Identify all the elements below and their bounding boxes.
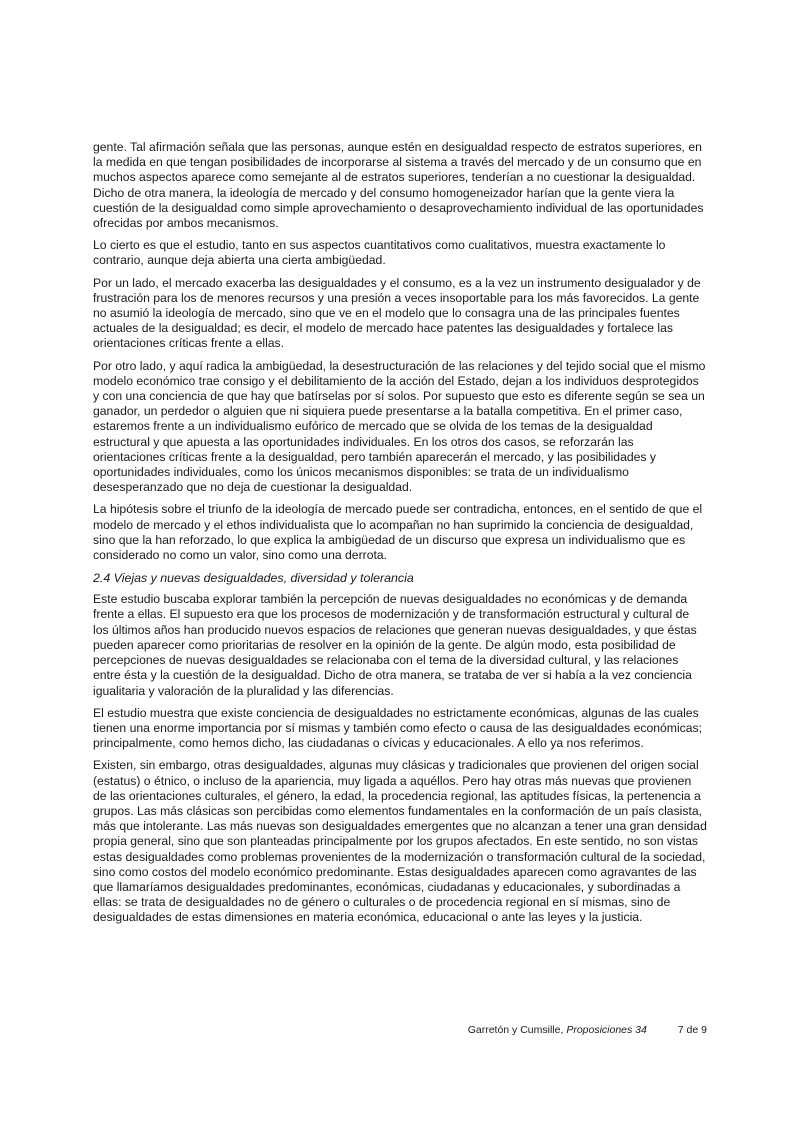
footer-journal: Proposiciones 34 [566, 1024, 647, 1036]
paragraph: Por otro lado, y aquí radica la ambigüedad, la desestructuración de las relaciones y del tejido social que el mismo modelo económico trae consigo y el debilitamiento de la acción del Estado, dejan a los individuos desprotegidos y con una conciencia de que hay que batírselas por sí solos. Por supuesto que esto es diferente según se sea un ganador, un perdedor o alguien que ni siquiera puede presentarse a la batalla competitiva. En el primer caso, estaremos frente a un individualismo eufórico de mercado que se olvida de los temas de la desigualdad estructural y que apuesta a las oportunidades individuales. En los otros dos casos, se reforzarán las orientaciones críticas frente a la desigualdad, pero también aparecerán el mercado, y las posibilidades y oportunidades individuales, como los únicos mecanismos disponibles: se trata de un individualismo desesperanzado que no deja de cuestionar la desigualdad. [93, 358, 706, 495]
paragraph: Existen, sin embargo, otras desigualdades, algunas muy clásicas y tradicionales que provienen del origen social (estatus) o étnico, o incluso de la apariencia, muy ligada a aquéllos. Pero hay otras más nuevas que provienen de las orientaciones culturales, el género, la edad, la procedencia regional, las aptitudes físicas, la pertenencia a grupos. Las más clásicas son percibidas como elementos fundamentales en la conformación de un país clasista, más que intolerante. Las más nuevas son desigualdades emergentes que no alcanzan a tener una gran densidad propia general, sino que son planteadas principalmente por los grupos afectados. En este sentido, no son vistas estas desigualdades como problemas provenientes de la modernización o transformación cultural de la sociedad, sino como costos del modelo económico predominante. Estas desigualdades aparecen como agravantes de las que llamaríamos desigualdades predominantes, económicas, ciudadanas y educacionales, y subordinadas a ellas: se trata de desigualdades no de género o culturales o de procedencia regional en sí mismas, sino de desigualdades de estas dimensiones en materia económica, educacional o ante las leyes y la justicia. [93, 758, 707, 925]
page-footer [468, 1024, 707, 1036]
paragraph: gente. Tal afirmación señala que las personas, aunque estén en desigualdad respecto de estratos superiores, en la medida en que tengan posibilidades de incorporarse al sistema a través del mercado y de un consumo que en muchos aspectos aparece como semejante al de estratos superiores, tenderían a no cuestionar la desigualdad. Dicho de otra manera, la ideología de mercado y del consumo homogeneizador harían que la gente viera la cuestión de la desigualdad como simple aprovechamiento o desaprovechamiento individual de las oportunidades ofrecidas por ambos mecanismos. [93, 140, 704, 231]
paragraph: Por un lado, el mercado exacerba las desigualdades y el consumo, es a la vez un instrumento desigualador y de frustración para los de menores recursos y una presión a veces insoportable para los más favorecidos. La gente no asumió la ideología de mercado, sino que ve en el modelo que lo consagra una de las principales fuentes actuales de la desigualdad; es decir, el modelo de mercado hace patentes las desigualdades y fortalece las orientaciones críticas frente a ellas. [93, 275, 701, 351]
paragraph: La hipótesis sobre el triunfo de la ideología de mercado puede ser contradicha, entonces, en el sentido de que el modelo de mercado y el ethos individualista que lo acompañan no han suprimido la conciencia de desigualdad, sino que la han reforzado, lo que explica la ambigüedad de un discurso que expresa un individualismo que es considerado no como un valor, sino como una derrota. [93, 502, 703, 563]
section-heading: 2.4 Viejas y nuevas desigualdades, diversidad y tolerancia [93, 571, 414, 586]
page-body [93, 140, 707, 933]
paragraph: Este estudio buscaba explorar también la percepción de nuevas desigualdades no económicas y de demanda frente a ellas. El supuesto era que los procesos de modernización y de transformación estructural y cultural de los últimos años han producido nuevos espacios de relaciones que generan nuevas desigualdades, y que éstas pueden aparecer como prioritarias de resolver en la opinión de la gente. De algún modo, esta posibilidad de percepciones de nuevas desigualdades se relacionaba con el tema de la diversidad cultural, y las relaciones entre ésta y la cuestión de la desigualdad. Dicho de otra manera, se trataba de ver si había a la vez conciencia igualitaria y valoración de la pluralidad y las diferencias. [93, 592, 697, 698]
paragraph: El estudio muestra que existe conciencia de desigualdades no estrictamente económicas, algunas de las cuales tienen una enorme importancia por sí mismas y también como efecto o causa de las desigualdades económicas; principalmente, como hemos dicho, las ciudadanas o cívicas y educacionales. A ello ya nos referimos. [93, 705, 703, 751]
page-number: 7 de 9 [677, 1024, 707, 1036]
footer-authors: Garretón y Cumsille, [467, 1024, 564, 1036]
paragraph: Lo cierto es que el estudio, tanto en sus aspectos cuantitativos como cualitativos, muestra exactamente lo contrario, aunque deja abierta una cierta ambigüedad. [93, 238, 666, 268]
